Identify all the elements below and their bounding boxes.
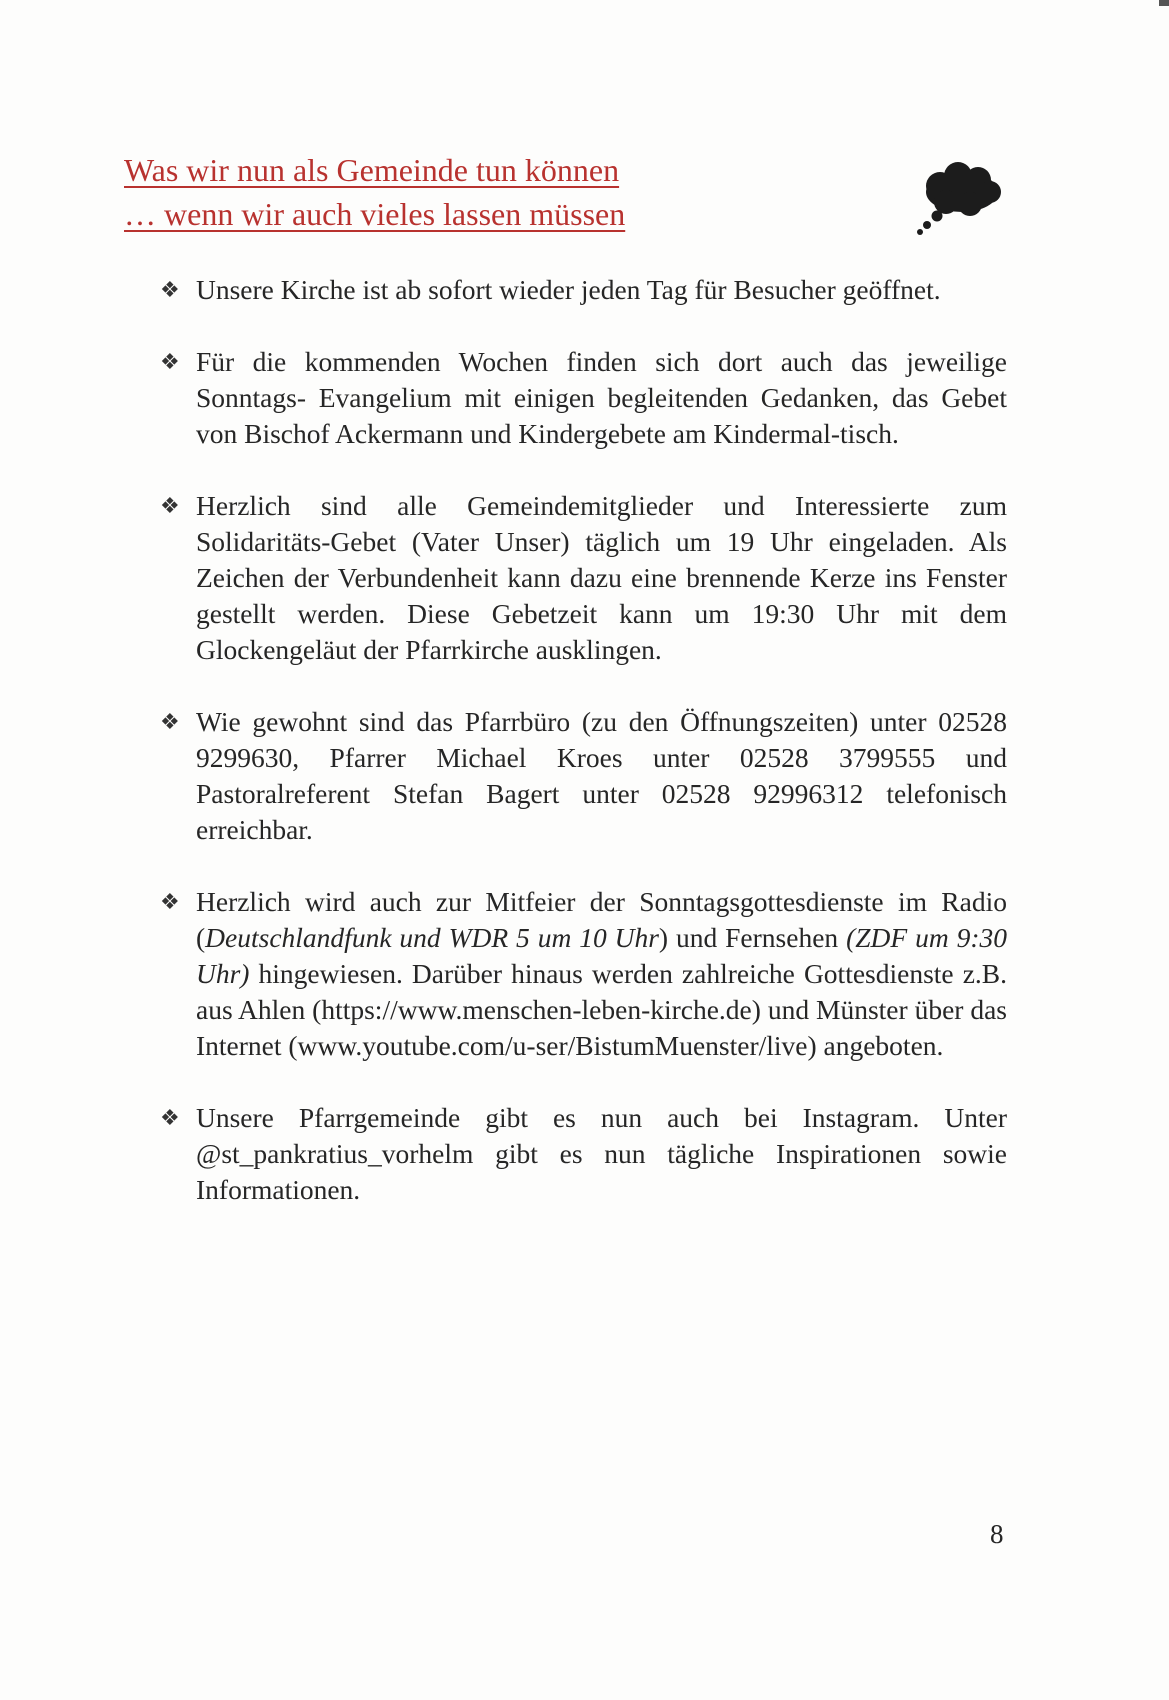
diamond-bullet-icon: ❖ [160, 709, 180, 734]
scan-corner-mark [1159, 0, 1169, 6]
list-item [160, 1100, 1007, 1208]
list-item-text: Unsere Pfarrgemeinde gibt es nun auch bei Instagram. Unter @st_pankratius_vorhelm gibt es nun tägliche Inspirationen sowie Informationen. [196, 1102, 1007, 1205]
list-item [160, 272, 1007, 308]
list-item-text: Wie gewohnt sind das Pfarrbüro (zu den Öffnungszeiten) unter 02528 9299630, Pfarrer Michael Kroes unter 02528 3799555 und Pastoralreferent Stefan Bagert unter 02528 92996312 telefonisch erreichbar. [196, 706, 1007, 845]
heading-line-2: … wenn wir auch vieles lassen müssen [124, 196, 626, 232]
diamond-bullet-icon: ❖ [160, 1105, 180, 1130]
list-item [160, 488, 1007, 668]
italic-text: Deutschlandfunk und WDR 5 um 10 Uhr [205, 922, 659, 953]
list-item-text: Herzlich sind alle Gemeindemitglieder und Interessierte zum Solidaritäts-Gebet (Vater Unser) täglich um 19 Uhr eingeladen. Als Zeichen der Verbundenheit kann dazu eine brennende Kerze ins Fenster gestellt werden. Diese Gebetzeit kann um 19:30 Uhr mit dem Glockengeläut der Pfarrkirche ausklingen. [196, 490, 1007, 665]
info-list [160, 272, 1007, 1244]
list-item [160, 884, 1007, 1064]
list-item [160, 344, 1007, 452]
page-number: 8 [990, 1519, 1004, 1549]
list-item-text: Für die kommenden Wochen finden sich dort auch das jeweilige Sonntags- Evangelium mit einigen begleitenden Gedanken, das Gebet von Bischof Ackermann und Kindergebete am Kindermal-tisch. [196, 346, 1007, 449]
list-item [160, 704, 1007, 848]
diamond-bullet-icon: ❖ [160, 493, 180, 518]
list-item-text: Unsere Kirche ist ab sofort wieder jeden Tag für Besucher geöffnet. [196, 274, 941, 305]
italic-text: (ZDF um 9:30 Uhr) [196, 922, 1007, 989]
text-part: hingewiesen. Darüber hinaus werden zahlreiche Gottesdienste z.B. aus Ahlen (https://www.menschen-leben-kirche.de) und Münster über das Internet (www.youtube.com/u-ser/BistumMuenster/live) angeboten. [196, 958, 1007, 1061]
diamond-bullet-icon: ❖ [160, 889, 180, 914]
thought-bubble-icon [900, 158, 1010, 248]
text-part: ) und Fernsehen [658, 922, 847, 953]
diamond-bullet-icon: ❖ [160, 277, 180, 302]
heading-line-1: Was wir nun als Gemeinde tun können [124, 152, 620, 188]
list-item-text [196, 886, 1007, 1061]
section-heading [124, 148, 625, 236]
diamond-bullet-icon: ❖ [160, 349, 180, 374]
text-part: Herzlich wird auch zur Mitfeier der Sonntagsgottesdienste im Radio ( [196, 886, 1007, 953]
